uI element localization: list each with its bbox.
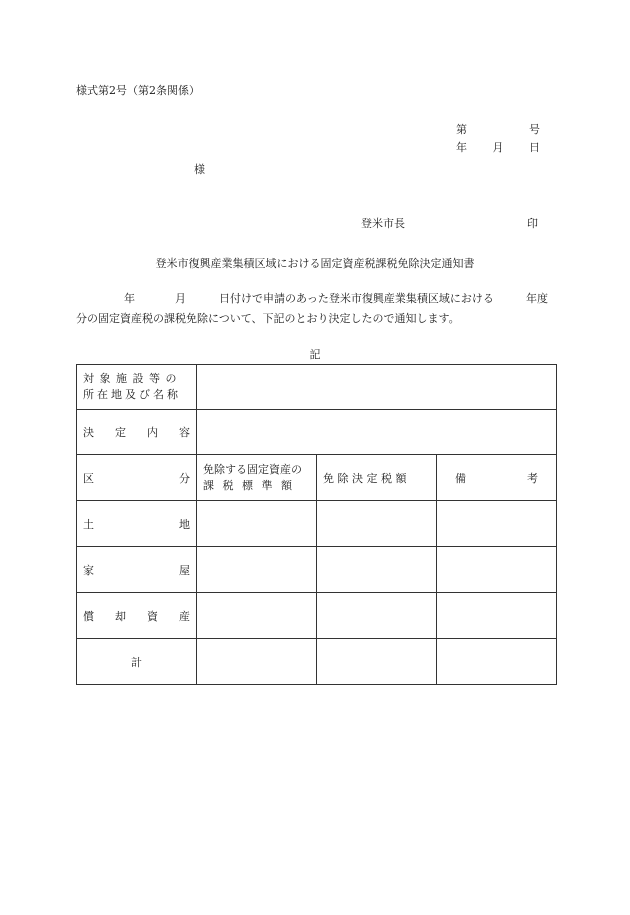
- date-day: 日: [529, 141, 540, 154]
- document-number-line: [456, 123, 540, 137]
- row-label-assets-char-4: 産: [179, 609, 190, 623]
- house-exempt-amount-cell[interactable]: [317, 547, 437, 593]
- remarks-header-char-1: 備: [455, 471, 466, 485]
- house-remarks-cell[interactable]: [437, 547, 557, 593]
- assets-exempt-amount-cell[interactable]: [317, 593, 437, 639]
- decision-label-char-4: 容: [179, 426, 190, 439]
- doc-number-suffix: 号: [529, 123, 540, 136]
- land-tax-base-cell[interactable]: [197, 501, 317, 547]
- exempt-amount-header: [317, 455, 437, 501]
- date-month: 月: [492, 141, 504, 154]
- doc-number-prefix: 第: [456, 123, 467, 136]
- document-title: 登米市復興産業集積区域における固定資産税課税免除決定通知書: [155, 257, 475, 270]
- table-row-depreciable-assets: [77, 593, 557, 639]
- table-row-land: [77, 501, 557, 547]
- tax-base-header-line-2: 課税標準額: [203, 478, 301, 492]
- facility-label-text-2: 所在地及び名称: [83, 388, 181, 401]
- row-label-total: [77, 639, 197, 685]
- body-line-1-text: 日付けで申請のあった登米市復興産業集積区域における: [219, 292, 494, 305]
- decision-label-char-1: 決: [83, 426, 94, 439]
- facility-value-cell[interactable]: [197, 365, 557, 410]
- facility-label: [77, 365, 197, 410]
- land-remarks-cell[interactable]: [437, 501, 557, 547]
- total-exempt-amount-cell[interactable]: [317, 639, 437, 685]
- total-tax-base-cell[interactable]: [197, 639, 317, 685]
- decision-label: [77, 410, 197, 455]
- assets-remarks-cell[interactable]: [437, 593, 557, 639]
- row-label-assets-char-2: 却: [115, 609, 126, 623]
- row-label-assets-char-3: 資: [147, 609, 158, 623]
- facility-label-line-1: [83, 371, 190, 387]
- body-year-blank: 年: [124, 292, 135, 305]
- row-label-land-char-2: 地: [179, 517, 190, 531]
- row-label-assets-char-1: 償: [83, 609, 94, 623]
- body-line-1: [76, 292, 556, 306]
- category-header-char-2: 分: [179, 471, 190, 485]
- exempt-amount-header-text: 免除決定税額: [323, 471, 410, 485]
- body-fiscal-year: 年度: [526, 292, 548, 305]
- remarks-header: [437, 455, 557, 501]
- date-line: [456, 141, 540, 155]
- row-label-land: [77, 501, 197, 547]
- row-label-house-char-2: 屋: [179, 563, 190, 577]
- table-row-house: [77, 547, 557, 593]
- house-tax-base-cell[interactable]: [197, 547, 317, 593]
- assets-tax-base-cell[interactable]: [197, 593, 317, 639]
- issuer-name: 登米市長: [361, 217, 405, 230]
- row-label-house: [77, 547, 197, 593]
- facility-label-line-2: [83, 387, 190, 403]
- date-year: 年: [456, 141, 467, 154]
- table-row-total: [77, 639, 557, 685]
- row-label-land-char-1: 土: [83, 517, 94, 531]
- facility-label-text-1: 対象施設等の: [83, 372, 182, 385]
- form-number: 様式第2号（第2条関係）: [76, 84, 200, 97]
- decision-row: [77, 410, 557, 455]
- total-remarks-cell[interactable]: [437, 639, 557, 685]
- header-row: [77, 455, 557, 501]
- row-label-house-char-1: 家: [83, 563, 94, 577]
- body-month-blank: 月: [175, 292, 186, 305]
- addressee-suffix: 様: [194, 163, 205, 176]
- seal-mark: 印: [527, 217, 538, 230]
- category-header-char-1: 区: [83, 471, 94, 485]
- ki-heading: 記: [309, 348, 321, 361]
- exemption-table: [76, 364, 557, 685]
- decision-value-cell[interactable]: [197, 410, 557, 455]
- facility-row: [77, 365, 557, 410]
- row-label-total-text: 計: [131, 655, 142, 669]
- tax-base-header-line-1: 免除する固定資産の: [203, 462, 302, 476]
- decision-label-char-3: 内: [147, 426, 158, 439]
- category-header: [77, 455, 197, 501]
- body-line-2: 分の固定資産税の課税免除について、下記のとおり決定したので通知します。: [76, 312, 460, 325]
- remarks-header-char-2: 考: [527, 471, 539, 485]
- tax-base-header: [197, 455, 317, 501]
- land-exempt-amount-cell[interactable]: [317, 501, 437, 547]
- decision-label-char-2: 定: [115, 426, 126, 439]
- row-label-depreciable-assets: [77, 593, 197, 639]
